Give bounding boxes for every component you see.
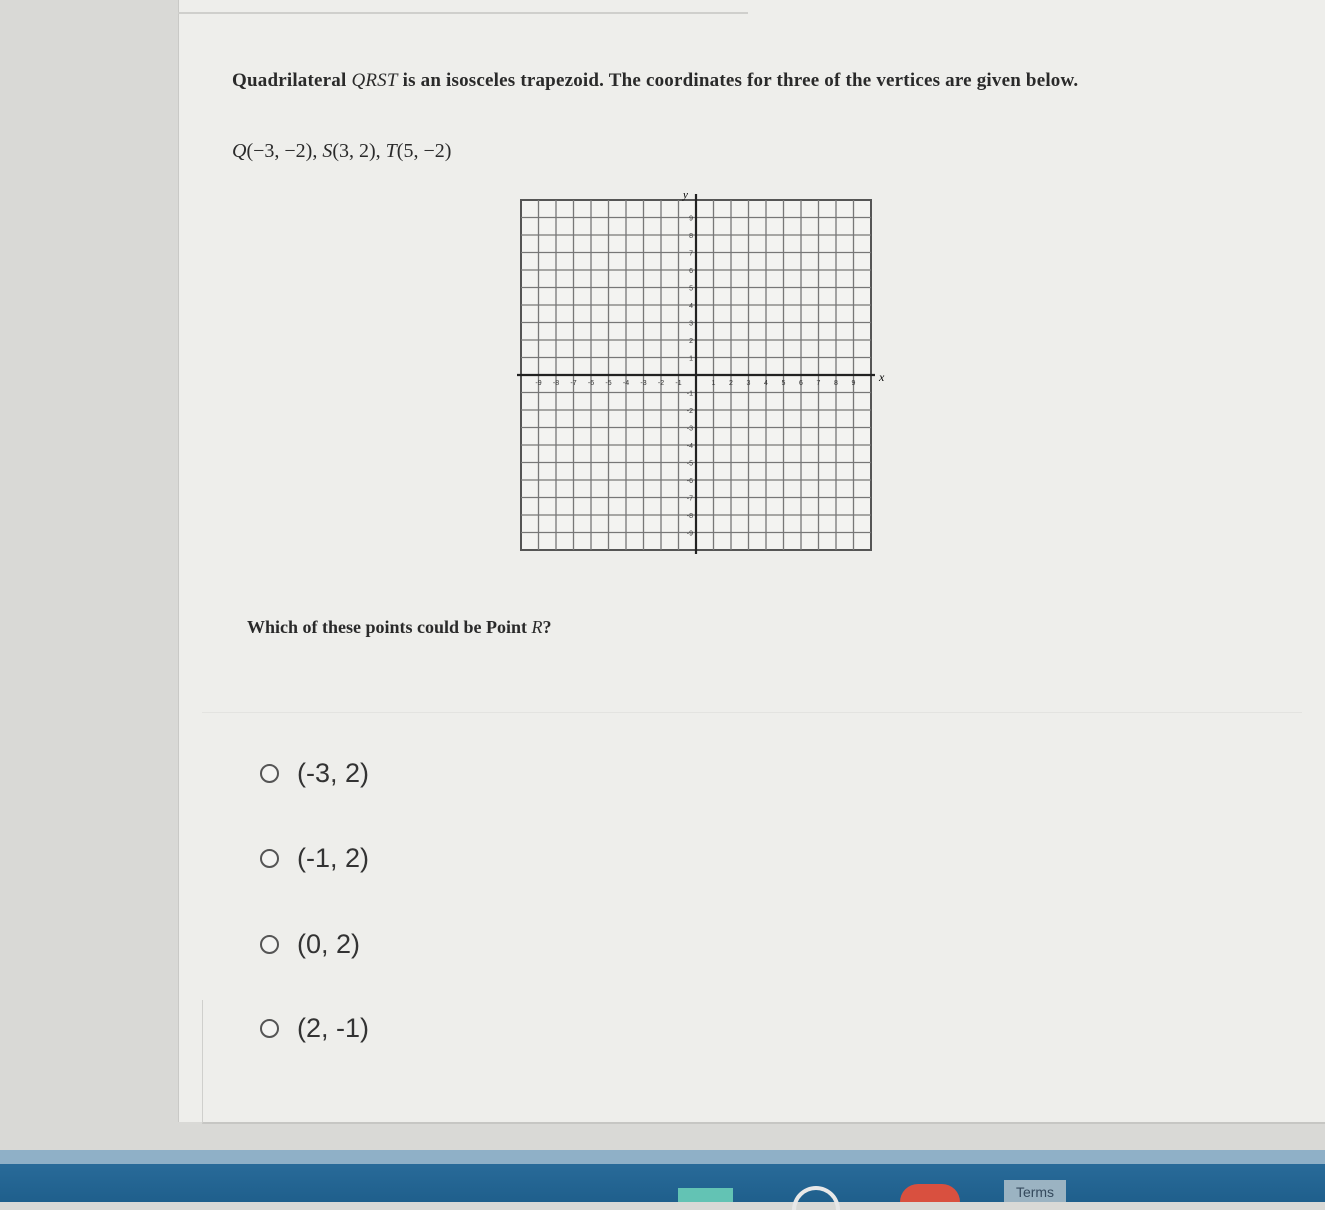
card-top-divider: [178, 0, 748, 14]
x-tick-label: -6: [587, 380, 595, 387]
y-tick-label: -7: [686, 495, 693, 503]
x-tick-label: -8: [552, 380, 560, 387]
s-label: S: [322, 140, 333, 162]
x-tick-label: 7: [816, 380, 821, 387]
option-label: (-3, 2): [297, 757, 370, 788]
section-divider: [202, 712, 1302, 713]
x-tick-label: 8: [834, 380, 838, 387]
chrome-icon[interactable]: [900, 1184, 960, 1202]
y-tick-label: -2: [686, 408, 693, 415]
y-tick-label: -9: [686, 530, 693, 538]
terms-button[interactable]: Terms: [1004, 1180, 1066, 1202]
x-tick-label: -2: [657, 380, 665, 387]
x-tick-label: 9: [851, 380, 856, 387]
answer-option-1[interactable]: [260, 753, 369, 793]
x-tick-label: -3: [640, 380, 647, 387]
prompt-point-name: R: [531, 617, 543, 637]
radio-button[interactable]: [260, 935, 279, 954]
x-tick-label: 6: [799, 380, 803, 387]
t-label: T: [385, 140, 397, 162]
question-prompt: [247, 617, 552, 638]
question-shape-name: QRST: [351, 70, 398, 91]
x-axis-label: x: [879, 370, 885, 384]
q-value: (−3, −2),: [246, 140, 318, 162]
coordinate-grid: [505, 188, 890, 563]
x-tick-label: -7: [570, 380, 577, 387]
y-tick-label: 1: [689, 355, 693, 363]
x-tick-label: 4: [764, 380, 768, 387]
question-prefix: Quadrilateral: [232, 70, 352, 91]
x-tick-label: -1: [675, 380, 682, 387]
answer-option-3[interactable]: [260, 924, 360, 964]
vertex-coordinates: [232, 140, 451, 163]
s-value: (3, 2),: [332, 140, 381, 162]
y-tick-label: 3: [689, 320, 693, 328]
coordinate-grid-svg: [505, 188, 890, 563]
prompt-prefix: Which of these points could be Point: [247, 617, 532, 637]
y-tick-label: 4: [689, 303, 693, 310]
radio-button[interactable]: [260, 764, 279, 783]
x-tick-label: -4: [622, 380, 630, 387]
question-suffix: is an isosceles trapezoid. The coordinates for three of the vertices are given below.: [397, 70, 1079, 91]
x-tick-label: 5: [781, 380, 786, 387]
y-tick-label: 2: [689, 338, 693, 345]
answer-panel-frame: [202, 1000, 1325, 1124]
y-tick-label: -8: [686, 513, 693, 520]
y-tick-label: 6: [689, 268, 693, 275]
radio-button[interactable]: [260, 849, 279, 868]
option-label: (-1, 2): [297, 842, 370, 873]
taskbar-strip: [0, 1150, 1325, 1164]
x-tick-label: -5: [605, 380, 612, 387]
q-label: Q: [232, 140, 247, 162]
question-text: [232, 70, 1232, 92]
answer-option-2[interactable]: [260, 838, 369, 878]
y-tick-label: -6: [686, 478, 693, 485]
y-tick-label: -1: [686, 390, 693, 398]
y-tick-label: 8: [689, 233, 693, 240]
option-label: (2, -1): [297, 1012, 370, 1043]
x-tick-label: 1: [711, 380, 716, 387]
y-tick-label: 5: [689, 285, 693, 293]
y-tick-label: -4: [686, 443, 693, 450]
option-label: (0, 2): [297, 928, 361, 959]
y-tick-label: 9: [689, 215, 693, 223]
files-app-icon[interactable]: [678, 1188, 733, 1202]
y-tick-label: -3: [686, 425, 693, 433]
prompt-suffix: ?: [542, 617, 552, 637]
taskbar: [0, 1150, 1325, 1202]
x-tick-label: 3: [746, 380, 751, 387]
x-tick-label: -9: [535, 380, 542, 387]
y-tick-label: -5: [686, 460, 693, 468]
y-tick-label: 7: [689, 250, 693, 258]
x-tick-label: 2: [729, 380, 733, 387]
t-value: (5, −2): [396, 140, 452, 162]
y-axis-label: y: [683, 189, 688, 201]
